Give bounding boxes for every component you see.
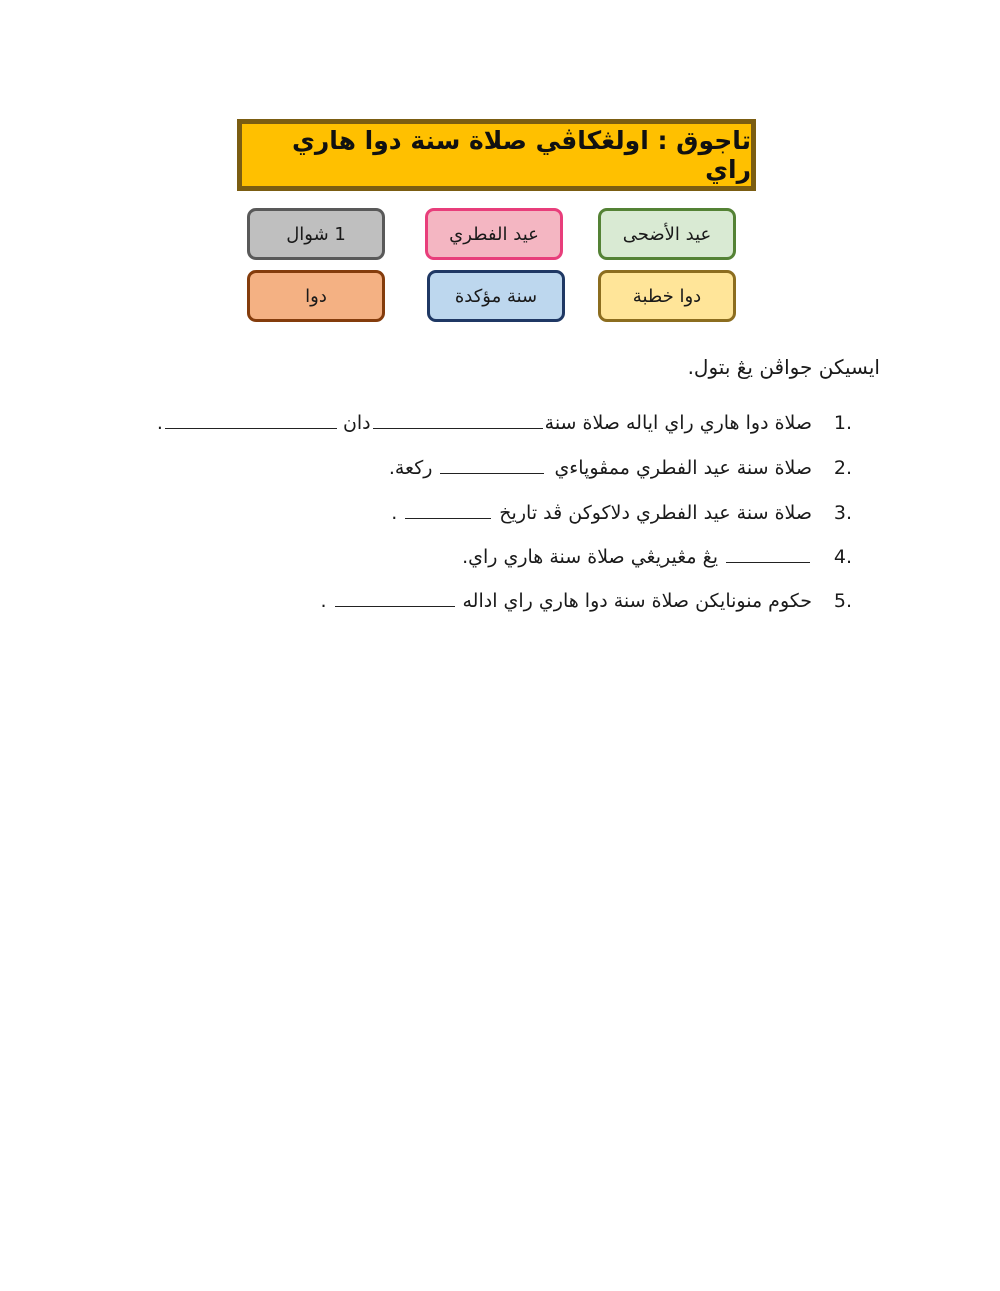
word-chip-eid-fitri[interactable]: عيد الفطري: [425, 208, 563, 260]
question-4: [462, 546, 852, 568]
answer-blank[interactable]: [373, 427, 543, 429]
question-punctuation: .: [156, 412, 163, 434]
answer-blank[interactable]: [405, 517, 491, 519]
question-5: [320, 590, 852, 612]
answer-blank[interactable]: [335, 605, 455, 607]
answer-blank[interactable]: [440, 472, 544, 474]
question-number: 2.: [833, 457, 852, 479]
worksheet-title-banner: [237, 119, 756, 191]
question-text: دان: [342, 412, 371, 434]
worksheet-title: تاجوق : اولڠكاڤي صلاة سنة دوا هاري راي: [291, 126, 751, 184]
word-chip-eid-adha[interactable]: عيد الأضحى: [598, 208, 736, 260]
question-2: [389, 457, 852, 479]
question-text: صلاة دوا هاري راي اياله صلاة سنة: [544, 412, 812, 434]
word-chip-1-syawal[interactable]: 1 شوال: [247, 208, 385, 260]
answer-blank[interactable]: [165, 427, 337, 429]
question-1: [157, 412, 852, 434]
question-text: صلاة سنة عيد الفطري دلاكوكن ڤد تاريخ: [499, 502, 812, 524]
question-number: 4.: [833, 546, 852, 568]
question-text: حكوم منونايكن صلاة سنة دوا هاري راي اداله: [462, 590, 812, 612]
question-punctuation: .: [320, 590, 327, 612]
question-number: 3.: [833, 502, 852, 524]
question-number: 5.: [833, 590, 852, 612]
answer-blank[interactable]: [726, 561, 810, 563]
question-3: [391, 502, 852, 524]
question-number: 1.: [833, 412, 852, 434]
question-text: ركعة.: [388, 457, 433, 479]
question-punctuation: .: [391, 502, 398, 524]
word-chip-sunnah-muakkadah[interactable]: سنة مؤكدة: [427, 270, 565, 322]
question-text: صلاة سنة عيد الفطري ممڤوڽاءي: [554, 457, 812, 479]
instruction-text: ايسيكن جواڤن يڠ بتول.: [687, 355, 880, 379]
question-text: يڠ مڠيريڠي صلاة سنة هاري راي.: [462, 546, 718, 568]
word-chip-two-khutbah[interactable]: دوا خطبة: [598, 270, 736, 322]
word-chip-two[interactable]: دوا: [247, 270, 385, 322]
